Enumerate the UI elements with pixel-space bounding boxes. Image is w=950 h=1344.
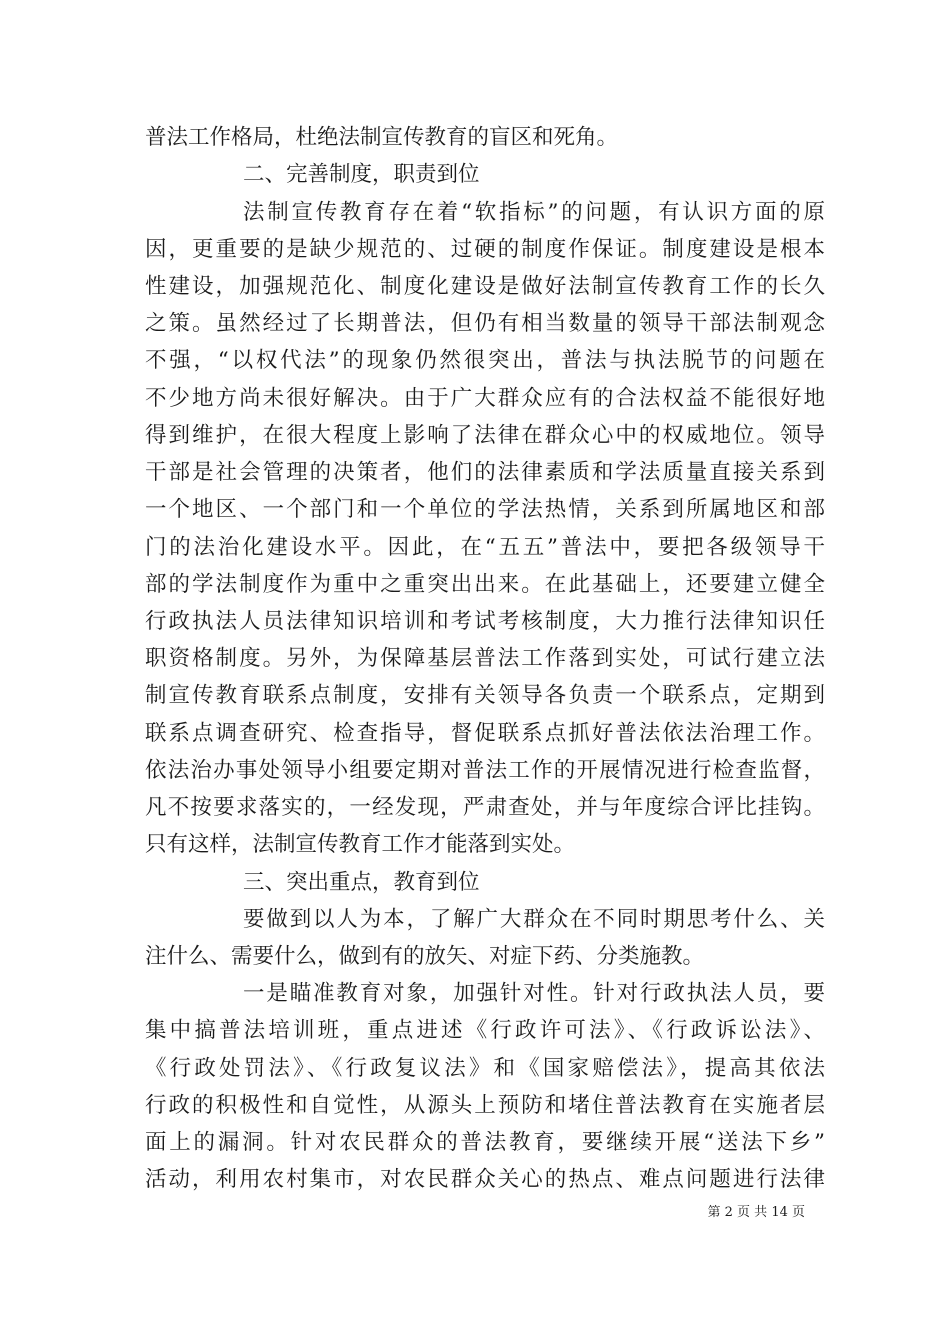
text-line: 不强，“以权代法”的现象仍然很突出，普法与执法脱节的问题在 bbox=[145, 348, 825, 373]
text-line: 行政的积极性和自觉性，从源头上预防和堵住普法教育在实施者层 bbox=[145, 1093, 825, 1118]
text-line: 制宣传教育联系点制度，安排有关领导各负责一个联系点，定期到 bbox=[145, 683, 825, 708]
text-line: 行政执法人员法律知识培训和考试考核制度，大力推行法律知识任 bbox=[145, 609, 825, 634]
text-line: 活动，利用农村集市，对农民群众关心的热点、难点问题进行法律 bbox=[145, 1167, 825, 1192]
page-number: 第 2 页 共 14 页 bbox=[707, 1205, 805, 1220]
text-line: 性建设，加强规范化、制度化建设是做好法制宣传教育工作的长久 bbox=[145, 274, 825, 299]
text-line: 之策。虽然经过了长期普法，但仍有相当数量的领导干部法制观念 bbox=[145, 311, 825, 336]
text-line: 法制宣传教育存在着“软指标”的问题，有认识方面的原 bbox=[243, 200, 825, 225]
text-line: 只有这样，法制宣传教育工作才能落到实处。 bbox=[145, 832, 576, 857]
text-line: 一个地区、一个部门和一个单位的学法热情，关系到所属地区和部 bbox=[145, 497, 825, 522]
text-line: 依法治办事处领导小组要定期对普法工作的开展情况进行检查监督， bbox=[145, 758, 825, 783]
text-line: 要做到以人为本，了解广大群众在不同时期思考什么、关 bbox=[243, 907, 825, 932]
section-heading: 二、完善制度，职责到位 bbox=[243, 162, 480, 187]
text-line: 因，更重要的是缺少规范的、过硬的制度作保证。制度建设是根本 bbox=[145, 237, 825, 262]
text-line: 凡不按要求落实的，一经发现，严肃查处，并与年度综合评比挂钩。 bbox=[145, 795, 825, 820]
text-line: 普法工作格局，杜绝法制宣传教育的盲区和死角。 bbox=[145, 125, 619, 150]
text-line: 联系点调查研究、检查指导，督促联系点抓好普法依法治理工作。 bbox=[145, 721, 825, 746]
text-line: 面上的漏洞。针对农民群众的普法教育，要继续开展“送法下乡” bbox=[145, 1130, 825, 1155]
text-line: 部的学法制度作为重中之重突出出来。在此基础上，还要建立健全 bbox=[145, 572, 825, 597]
section-heading: 三、突出重点，教育到位 bbox=[243, 870, 480, 895]
text-line: 集中搞普法培训班，重点进述《行政许可法》、《行政诉讼法》、 bbox=[145, 1018, 825, 1043]
text-line: 《行政处罚法》、《行政复议法》和《国家赔偿法》，提高其依法 bbox=[145, 1056, 825, 1081]
text-line: 注什么、需要什么，做到有的放矢、对症下药、分类施教。 bbox=[145, 944, 705, 969]
text-line: 一是瞄准教育对象，加强针对性。针对行政执法人员，要 bbox=[243, 981, 825, 1006]
text-line: 得到维护，在很大程度上影响了法律在群众心中的权威地位。领导 bbox=[145, 423, 825, 448]
text-line: 不少地方尚未很好解决。由于广大群众应有的合法权益不能很好地 bbox=[145, 386, 825, 411]
text-line: 干部是社会管理的决策者，他们的法律素质和学法质量直接关系到 bbox=[145, 460, 825, 485]
text-line: 职资格制度。另外，为保障基层普法工作落到实处，可试行建立法 bbox=[145, 646, 825, 671]
text-line: 门的法治化建设水平。因此，在“五五”普法中，要把各级领导干 bbox=[145, 535, 825, 560]
